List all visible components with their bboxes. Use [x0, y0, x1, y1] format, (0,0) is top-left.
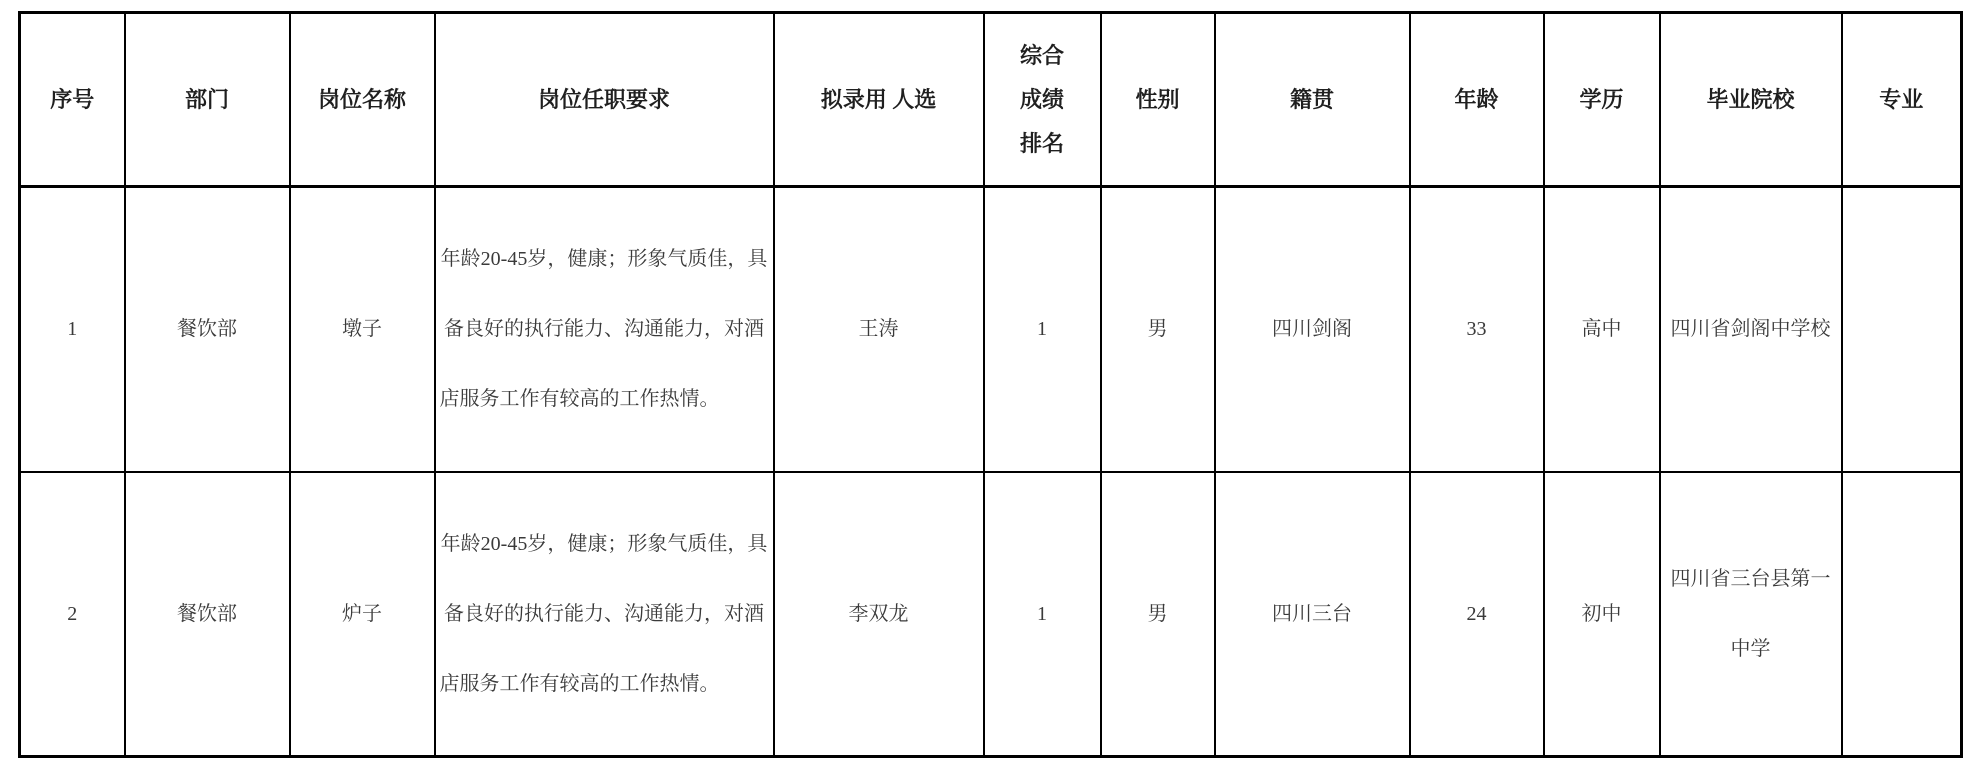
cell-major	[1842, 187, 1962, 472]
cell-major	[1842, 472, 1962, 757]
table-header-row	[20, 13, 1962, 187]
cell-rank: 1	[984, 472, 1101, 757]
cell-requirements: 年龄20-45岁，健康；形象气质佳，具备良好的执行能力、沟通能力，对酒店服务工作有较高的工作热情。	[435, 187, 774, 472]
cell-school: 四川省三台县第一中学	[1660, 472, 1842, 757]
cell-candidate: 王涛	[774, 187, 984, 472]
header-rank	[984, 13, 1101, 187]
cell-native-place: 四川三台	[1215, 472, 1410, 757]
header-rank-label: 综合成绩排名	[1019, 42, 1064, 156]
cell-department: 餐饮部	[125, 187, 290, 472]
header-native-place: 籍贯	[1215, 13, 1410, 187]
cell-education: 高中	[1544, 187, 1660, 472]
cell-candidate: 李双龙	[774, 472, 984, 757]
cell-age: 24	[1410, 472, 1544, 757]
header-requirements: 岗位任职要求	[435, 13, 774, 187]
cell-requirements: 年龄20-45岁，健康；形象气质佳，具备良好的执行能力、沟通能力，对酒店服务工作有较高的工作热情。	[435, 472, 774, 757]
header-age: 年龄	[1410, 13, 1544, 187]
cell-serial: 1	[20, 187, 125, 472]
header-gender: 性别	[1101, 13, 1215, 187]
header-serial: 序号	[20, 13, 125, 187]
cell-age: 33	[1410, 187, 1544, 472]
cell-rank: 1	[984, 187, 1101, 472]
recruitment-table	[18, 11, 1963, 758]
cell-position: 炉子	[290, 472, 435, 757]
cell-position: 墩子	[290, 187, 435, 472]
header-school: 毕业院校	[1660, 13, 1842, 187]
cell-native-place: 四川剑阁	[1215, 187, 1410, 472]
header-department: 部门	[125, 13, 290, 187]
cell-school: 四川省剑阁中学校	[1660, 187, 1842, 472]
header-major: 专业	[1842, 13, 1962, 187]
header-education: 学历	[1544, 13, 1660, 187]
table-row	[20, 472, 1962, 757]
header-position: 岗位名称	[290, 13, 435, 187]
table-row	[20, 187, 1962, 472]
cell-education: 初中	[1544, 472, 1660, 757]
cell-gender: 男	[1101, 187, 1215, 472]
header-candidate: 拟录用 人选	[774, 13, 984, 187]
cell-gender: 男	[1101, 472, 1215, 757]
cell-serial: 2	[20, 472, 125, 757]
cell-department: 餐饮部	[125, 472, 290, 757]
